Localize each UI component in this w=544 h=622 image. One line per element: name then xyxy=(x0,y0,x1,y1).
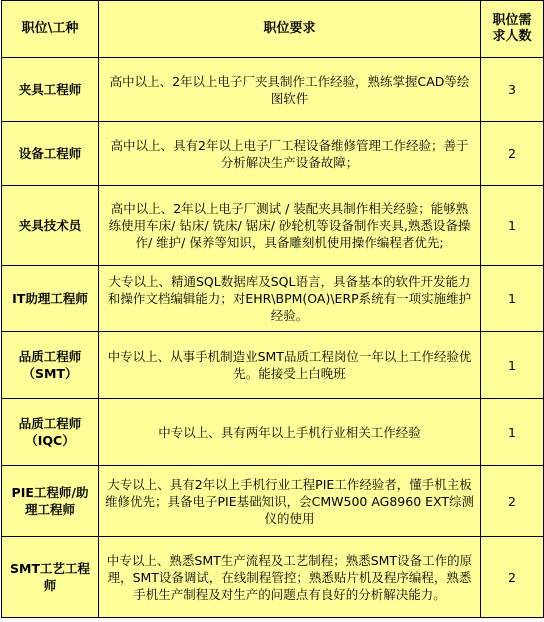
position-requirement: 中专以上、从事手机制造业SMT品质工程岗位一年以上工作经验优先。能接受上白晚班 xyxy=(99,332,481,399)
position-count: 2 xyxy=(481,466,544,537)
position-requirement: 中专以上、具有两年以上手机行业相关工作经验 xyxy=(99,399,481,466)
position-title: 设备工程师 xyxy=(2,122,99,186)
position-requirement: 高中以上、2年以上电子厂测试 / 装配夹具制作相关经验；能够熟练使用车床/ 钻床/ 铣床/ 锯床/ 砂轮机等设备制作夹具,熟悉设备操作/ 维护/ 保养等知识，具备雕刻机使用操作编程者优先; xyxy=(99,186,481,266)
table-row xyxy=(2,266,544,332)
position-title: 夹具技术员 xyxy=(2,186,99,266)
position-requirement: 大专以上、具有2年以上手机行业工程PIE工作经验者，懂手机主板维修优先；具备电子PIE基础知识，会CMW500 AG8960 EXT综测仪的使用 xyxy=(99,466,481,537)
header-count: 职位需求人数 xyxy=(481,1,544,58)
position-requirement: 中专以上、熟悉SMT生产流程及工艺制程；熟悉SMT设备工作的原理，SMT设备调试，在线制程管控；熟悉贴片机及程序编程，熟悉手机生产制程及对生产的问题点有良好的分析解决能力。 xyxy=(99,537,481,618)
position-count: 1 xyxy=(481,399,544,466)
position-count: 1 xyxy=(481,186,544,266)
position-requirement: 高中以上、2年以上电子厂夹具制作工作经验，熟练掌握CAD等绘图软件 xyxy=(99,58,481,122)
position-title: PIE工程师/助理工程师 xyxy=(2,466,99,537)
table-row xyxy=(2,122,544,186)
position-count: 3 xyxy=(481,58,544,122)
table-row xyxy=(2,332,544,399)
position-title: 品质工程师（SMT） xyxy=(2,332,99,399)
position-title: SMT工艺工程师 xyxy=(2,537,99,618)
table-row xyxy=(2,58,544,122)
table-row xyxy=(2,186,544,266)
position-count: 2 xyxy=(481,122,544,186)
position-count: 1 xyxy=(481,266,544,332)
position-count: 1 xyxy=(481,332,544,399)
table-row xyxy=(2,466,544,537)
header-position: 职位\工种 xyxy=(2,1,99,58)
table-row xyxy=(2,399,544,466)
position-requirement: 大专以上、精通SQL数据库及SQL语言，具备基本的软件开发能力和操作文档编辑能力；对EHR\BPM(OA)\ERP系统有一项实施维护经验。 xyxy=(99,266,481,332)
position-requirement: 高中以上、具有2年以上电子厂工程设备维修管理工作经验；善于分析解决生产设备故障； xyxy=(99,122,481,186)
job-table xyxy=(1,0,544,618)
position-title: 夹具工程师 xyxy=(2,58,99,122)
position-title: 品质工程师（IQC） xyxy=(2,399,99,466)
table-row xyxy=(2,537,544,618)
header-row xyxy=(2,1,544,58)
position-count: 2 xyxy=(481,537,544,618)
position-title: IT助理工程师 xyxy=(2,266,99,332)
header-requirements: 职位要求 xyxy=(99,1,481,58)
